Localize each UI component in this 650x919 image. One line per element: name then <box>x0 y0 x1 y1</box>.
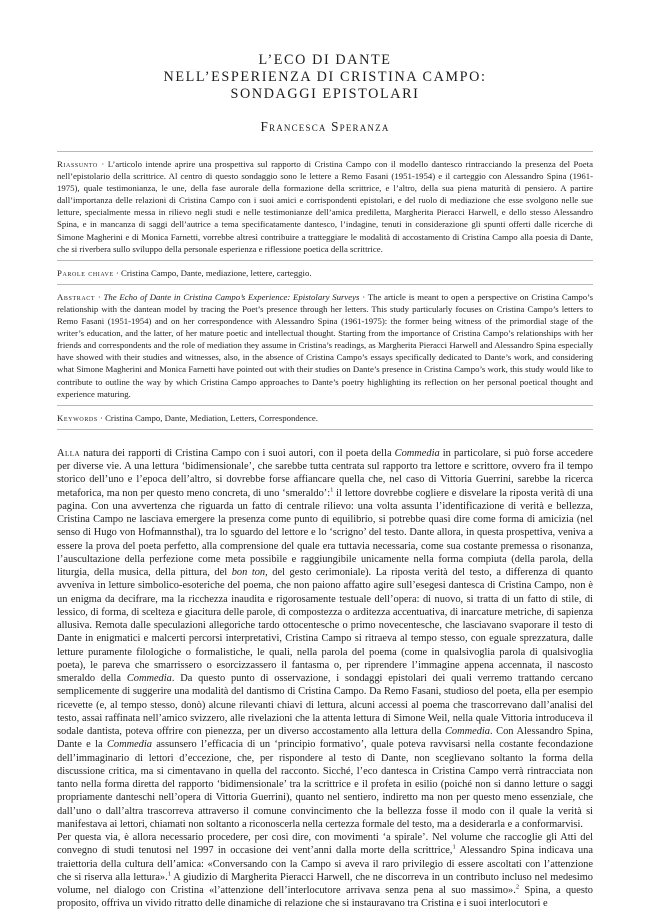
bottom-divider <box>57 429 593 430</box>
body-paragraph <box>57 447 593 831</box>
abstract-english <box>57 291 593 400</box>
text-run: . Da questo punto di osservazione, i sondaggi epistolari dei quali verremo trattando cercano semplicemente di suggerire una modalità del dantismo di Cristina Campo. Da Remo Fasani, studioso del poeta, ella per esempio ricevette (e, al tempo stesso, donò) alcune rilevanti chiavi di lettura, alcuni accessi al poema che trascorrevano dall’analisi del testo, assai raffinata nell’amico svizzero, alle rivelazioni che la attenta lettura di Simone Weil, nella quale Vittoria introduceva il sodale dantista, poteva offrire con pienezza, per un diverso accostamento alla lettura della <box>57 673 593 738</box>
italic-run: Commedia <box>394 447 440 459</box>
footnote-ref[interactable]: 1 <box>330 486 334 494</box>
article-title-line-1: L’ECO DI DANTE <box>258 52 392 68</box>
abstract-italian-label: Riassunto <box>57 159 98 169</box>
keywords-english <box>57 412 593 424</box>
article-author: Francesca Speranza <box>260 119 390 134</box>
keywords-english-text: Cristina Campo, Dante, Mediation, Letters, Correspondence. <box>105 412 318 423</box>
abstract-italian-text: L’articolo intende aprire una prospettiva sul rapporto di Cristina Campo con il modello dantesco rintracciando la presenza del Poeta nell’epistolario della scrittrice. Al centro di questo sondaggio sono le lettere a Remo Fasani (1951-1954) e il carteggio con Alessandro Spina (1961-1975), quale testimonianza, le une, della fase aurorale della formazione della scrittrice, e l’altro, della sua piena maturità di pensiero. A partire dall’importanza delle relazioni di Cristina Campo con i suoi amici e corrispondenti epistolari, e del ruolo di mediazione che esse svolgono nelle sue letture, specialmente messa in rilievo negli studi e nelle testimonianze dell’amica prediletta, Margherita Pieracci Harwell, e dello stesso Alessandro Spina, e in mancanza di saggi dell’autrice a tema specificatamente dantesco, l’indagine, tenuti in considerazione gli spunti offerti dalle ricerche di Simone Magherini e di Monica Farnetti, vorrebbe altresì contribuire a tratteggiare le modalità di accostamento di Cristina Campo alla poesia di Dante, che si riverbera sullo sviluppo della personale esperienza e riflessione poetica della scrittrice. <box>57 159 593 254</box>
abstract-english-label: Abstract <box>57 291 96 302</box>
italic-run: Commedia <box>126 673 172 685</box>
divider <box>57 405 593 406</box>
text-run: assunsero l’efficacia di un ‘principio formativo’, quale poteva ravvisarsi nella costante fecondazione dell’immaginario di lettori d’eccezione, che, per rispondere al testo di Dante, non sceglievano soltanto la forma della discussione critica, ma si cimentavano in quella del racconto. Sicché, l’eco dantesca in Cristina Campo verrà rintracciata non tanto nella forma diretta del rapporto ‘bidimensionale’ tra la scrittrice e il profeta in esilio (poiché non si danno letture o saggi propriamente danteschi nell’opera di Vittoria Guerrini), quanto nel sentiero, indiretto ma non per questo meno essenziale, che dall’uno o dall’altra trascorreva attraverso il comune convincimento che la bellezza fosse il modo con il quale la verità si manifestava ai lettori, chiamati non soltanto a riconoscerla nella certezza formale del testo, ma a desiderarla e a conformarvisi. <box>57 739 593 830</box>
keywords-italian-separator: · <box>113 267 122 278</box>
divider <box>57 260 593 261</box>
text-run: in particolare, si può forse accedere per diverse vie. A una lettura ‘bidimensionale’, che sarebbe tutta centrata sul rapporto tra lettore e scrittore, ovvero fra il tempo storico dell’uno e l’epoca dell’altro, si dovrebbe forse affiancare quella che, nel caso di Vittoria Guerrini, sarebbe la ricerca metaforica, ma non per questo meno concreta, di uno ‘smeraldo’: <box>57 447 593 499</box>
footnote-ref[interactable]: 1 <box>452 843 456 851</box>
text-run: A giudizio di Margherita Pieracci Harwell, che ne discorreva in un contributo incluso nel medesimo volume, nel dialogo con Cristina «l’attenzione dell’interlocutore arrivava senza pena al suo massimo». <box>57 871 593 897</box>
footnote-ref[interactable]: 2 <box>515 883 520 891</box>
divider <box>57 284 593 285</box>
italic-run: bon ton <box>231 567 266 579</box>
article-title-line-2: NELL’ESPERIENZA DI CRISTINA CAMPO: <box>163 69 487 85</box>
body-paragraph <box>57 831 593 911</box>
italic-run: Commedia <box>444 726 491 738</box>
keywords-italian-text: Cristina Campo, Dante, mediazione, lettere, carteggio. <box>121 267 312 278</box>
italic-run: Commedia <box>106 739 152 751</box>
text-run: natura dei rapporti di Cristina Campo con i suoi autori, con il poeta della <box>80 447 395 459</box>
opening-small-caps: Alla <box>57 447 81 459</box>
footnote-ref[interactable]: 1 <box>167 870 171 878</box>
text-run: Alessandro Spina indicava una traiettoria della cultura dell’amica: «Conversando con la Campo si aveva il raro privilegio di essere ascoltati con l’attenzione che si riserva alla lettura». <box>57 845 593 883</box>
keywords-italian-label: Parole chiave <box>57 267 114 278</box>
abstract-english-separator-2: · <box>359 291 368 302</box>
keywords-italian <box>57 267 593 279</box>
abstract-english-title: The Echo of Dante in Cristina Campo’s Experience: Epistolary Surveys <box>103 291 360 302</box>
article-body <box>57 447 593 911</box>
abstract-italian-separator: · <box>97 159 108 169</box>
text-run: . Con Alessandro Spina, Dante e la <box>57 726 593 751</box>
article-header <box>57 52 593 135</box>
keywords-english-separator: · <box>97 412 106 423</box>
abstract-english-text: The article is meant to open a perspective on Cristina Campo’s relationship with the dantean model by tracing the Poet’s presence through her letters. This study particularly focuses on Cristina Campo’s letters to Remo Fasani (1951-1954) and on her correspondence with Alessandro Spina (1961-1975): the former being witness of the primordial stage of the writer’s education, and the latter, of her mature poetic and intellectual thought. Starting from the importance of Cristina Campo’s relationships with her friends and correspondents and the role of mediation they assume in Cristina’s readings, as Margherita Pieracci Harwell and Alessandro Spina especially have showed with their studies and witnesses, also, in the absence of Cristina Campo’s essays specifically dedicated to Dante’s work, and considering what Simone Magherini and Monica Farnetti have pointed out with their studies on Dante’s presence in Cristina Campo’s work, this study would like to contribute to outline the way by which Cristina Campo approaches to Dante’s poetry highlighting its reflection on her personal poetical thought and experience maturing. <box>57 291 593 399</box>
keywords-english-label: Keywords <box>57 412 98 423</box>
text-run: Per questa via, è allora necessario procedere, per così dire, con movimenti ‘a spirale’. Nel volume che raccoglie gli Atti del convegno di studi tenutosi nel 1997 in occasione dei vent’anni dalla morte della scrittrice, <box>57 832 593 857</box>
top-divider <box>57 151 593 152</box>
text-run: Spina, a questo proposito, offriva un vivido ritratto delle dinamiche di relazione che si instauravano tra Cristina e i suoi interlocutori e <box>57 885 593 910</box>
abstract-english-separator: · <box>95 291 104 302</box>
abstract-italian <box>57 158 593 255</box>
article-title-line-3: SONDAGGI EPISTOLARI <box>230 86 420 102</box>
text-run: il lettore dovrebbe cogliere e disvelare la riposta verità di una pagina. Con una avvertenza che riguarda un fatto di centrale rilievo: una volta assunta l’identificazione di verità e bellezza, Cristina Campo ne lasciava emergere la presenza come punto di equilibrio, si potrebbe quasi dire come forma di amicizia (nel senso di Hugo von Hofmannsthal), tra lo sguardo del lettore e lo ‘scrigno’ del testo. Dante allora, in questa prospettiva, veniva a essere la prova del poeta perfetto, alla comprensione del quale era tuttavia necessaria, come sua costante premessa o risonanza, l’auscultazione della perfezione come meta possibile e raggiungibile unicamente nella forma compiuta (della parola, della liturgia, della musica, della pittura, del <box>57 487 593 579</box>
text-run: , del gesto cerimoniale). La riposta verità del testo, a differenza di quanto avveniva in letture simbolico-esoteriche del poema, che non paiono affatto agire sull’esegesi dantesca di Cristina Campo, non è un enigma da decifrare, ma la ricchezza inaudita e rigorosamente testuale dell’opera: di nuovo, si tratta di un fatto di stile, di lessico, di forma, di scelteza e giacitura delle parole, di compostezza o arditezza accentuativa, di inarcature metriche, di sapienza allusiva. Remota dalle speculazioni allegoriche tardo ottocentesche o primo novecentesche, che lasciavano svaporare il testo di Dante in enigmatici e malcerti percorsi interpretativi, Cristina Campo si ritraeva al tempo stesso, con eguale sprezzatura, dalle letture puramente filologiche o formalistiche, le quali, nella parola del poema (come in qualsivoglia parola di qualsivoglia poeta), le pareva che smarrissero o esorcizzassero il fantasma o, per riprendere l’immagine appena accennata, il nascosto smeraldo della <box>57 567 593 685</box>
